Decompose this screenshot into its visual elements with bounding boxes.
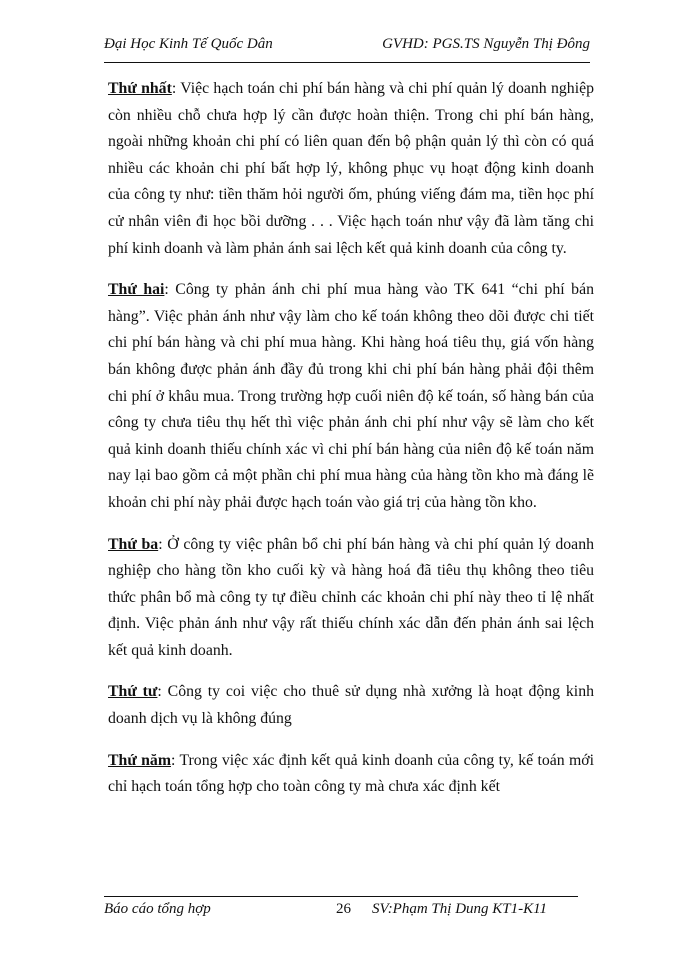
paragraph-text: : Trong việc xác định kết quả kinh doanh của công ty, kế toán mới chỉ hạch toán tổng hợp cho toàn công ty mà chưa xác định kết (108, 751, 595, 796)
paragraph-text: : Công ty phản ánh chi phí mua hàng vào TK 641 “chi phí bán hàng”. Việc phản ánh như vậy làm cho kế toán không theo dõi được chi tiết chi phí bán hàng và chi phí mua hàng. Khi hàng hoá tiêu thụ, giá vốn hàng bán không được phản ánh đầy đủ trong khi chi phí bán hàng phải đội thêm chi phí ở khâu mua. Trong trường hợp cuối niên độ kế toán, số hàng bán của công ty chưa tiêu thụ hết thì việc phản ánh chi phí như vậy sẽ làm cho kết quả kinh doanh thiếu chính xác vì chi phí bán hàng của niên độ kế toán năm nay lại bao gồm cả một phần chi phí mua hàng của hàng tồn kho mà đáng lẽ khoản chi phí này phải được hạch toán vào giá trị của hàng tồn kho. (108, 281, 594, 511)
header-divider (104, 62, 590, 63)
paragraph-text: : Công ty coi việc cho thuê sử dụng nhà xưởng là hoạt động kinh doanh dịch vụ là không đúng (108, 683, 594, 728)
paragraph-lead: Thứ năm (108, 751, 171, 769)
paragraph-second (108, 277, 594, 516)
header-supervisor: GVHD: PGS.TS Nguyễn Thị Đông (382, 36, 590, 52)
document-body (108, 76, 594, 816)
paragraph-third (108, 532, 594, 665)
paragraph-text: : Ở công ty việc phân bổ chi phí bán hàng và chi phí quản lý doanh nghiệp cho hàng tồn kho cuối kỳ và hàng hoá đã tiêu thụ không theo tiêu thức phân bổ mà công ty tự điều chỉnh các khoản chi phí này theo tỉ lệ nhất định. Việc phản ánh như vậy rất thiếu chính xác dẫn đến phản ánh sai lệch kết quả kinh doanh. (108, 535, 594, 659)
paragraph-fifth (108, 748, 594, 801)
page-number: 26 (336, 901, 351, 917)
paragraph-lead: Thứ nhất (108, 80, 172, 97)
paragraph-first (108, 76, 594, 262)
header-school: Đại Học Kinh Tế Quốc Dân (104, 36, 273, 52)
paragraph-lead: Thứ tư (108, 683, 158, 701)
page-footer (104, 901, 578, 918)
paragraph-text: : Việc hạch toán chi phí bán hàng và chi phí quản lý doanh nghiệp còn nhiều chỗ chưa hợp lý cần được hoàn thiện. Trong chi phí bán hàng, ngoài những khoản chi phí có liên quan đến bộ phận quản lý thì còn có quá nhiều các khoản chi phí bất hợp lý, không phục vụ hoạt động kinh doanh của công ty như: tiền thăm hỏi người ốm, phúng viếng đám ma, tiền học phí cử nhân viên đi học bồi dưỡng . . . Việc hạch toán như vậy đã làm tăng chi phí kinh doanh và làm phản ánh sai lệch kết quả kinh doanh của công ty. (108, 80, 594, 257)
footer-divider (104, 896, 578, 897)
paragraph-lead: Thứ ba (108, 535, 159, 553)
paragraph-lead: Thứ hai (108, 281, 165, 299)
footer-student: SV:Phạm Thị Dung KT1-K11 (372, 901, 548, 917)
footer-report-title: Báo cáo tổng hợp (104, 901, 211, 917)
paragraph-fourth (108, 679, 594, 732)
page-header (104, 36, 590, 53)
